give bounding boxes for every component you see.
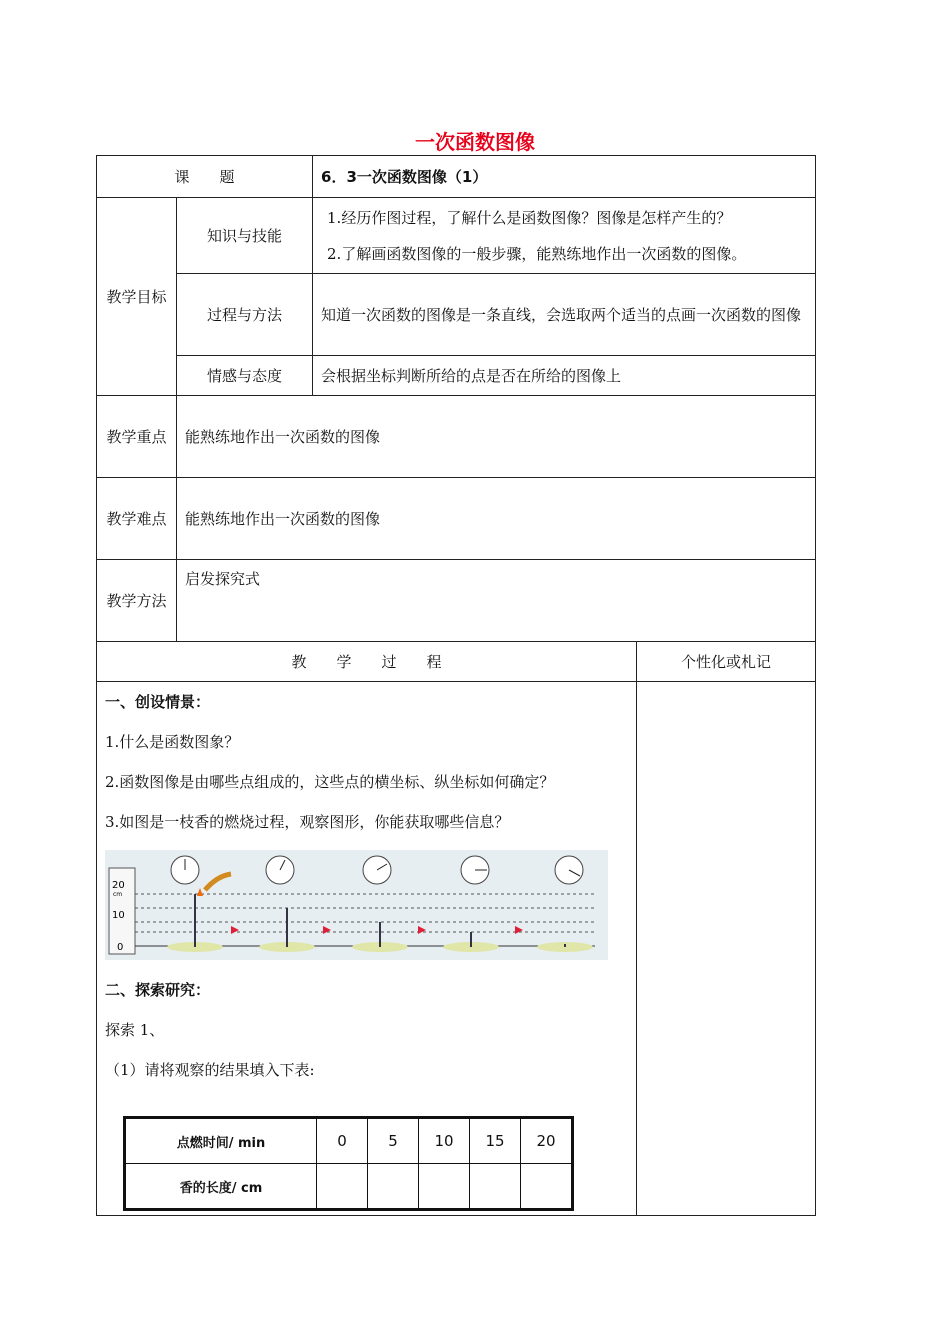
key-label: 教学重点 bbox=[97, 396, 177, 478]
clock-icon bbox=[363, 856, 391, 884]
difficulty-label: 教学难点 bbox=[97, 478, 177, 560]
difficulty-value: 能熟练地作出一次函数的图像 bbox=[177, 478, 816, 560]
page-title: 一次函数图像 bbox=[415, 130, 535, 154]
goal-attitude: 会根据坐标判断所给的点是否在所给的图像上 bbox=[313, 356, 816, 396]
clock-icon bbox=[171, 856, 199, 884]
method-label: 教学方法 bbox=[97, 560, 177, 642]
section-2-title: 二、探索研究： bbox=[105, 981, 211, 999]
goal-label-attitude: 情感与态度 bbox=[177, 356, 313, 396]
length-cell-input[interactable] bbox=[368, 1164, 419, 1210]
goal-label-knowledge: 知识与技能 bbox=[177, 198, 313, 274]
process-header: 教 学 过 程 bbox=[97, 642, 637, 682]
question-3: 3.如图是一枝香的燃烧过程，观察图形，你能获取哪些信息？ bbox=[105, 813, 510, 831]
scale-label-20: 20 bbox=[112, 880, 125, 891]
lesson-plan-table bbox=[96, 155, 816, 1216]
length-cell-input[interactable] bbox=[317, 1164, 368, 1210]
length-cell-input[interactable] bbox=[470, 1164, 521, 1210]
scale-label-0: 0 bbox=[117, 942, 124, 953]
incense-burning-figure bbox=[105, 850, 608, 960]
length-cell-input[interactable] bbox=[419, 1164, 470, 1210]
notes-column bbox=[637, 682, 816, 1216]
time-cell: 5 bbox=[368, 1118, 419, 1164]
explore-label: 探索 1、 bbox=[105, 1021, 165, 1039]
topic-label: 课 题 bbox=[97, 156, 313, 198]
time-cell: 20 bbox=[521, 1118, 573, 1164]
time-cell: 10 bbox=[419, 1118, 470, 1164]
key-value: 能熟练地作出一次函数的图像 bbox=[177, 396, 816, 478]
notes-header: 个性化或札记 bbox=[637, 642, 816, 682]
length-row-label: 香的长度/ cm bbox=[125, 1164, 317, 1210]
clock-icon bbox=[266, 856, 294, 884]
goal-label-process: 过程与方法 bbox=[177, 274, 313, 356]
time-row-label: 点燃时间/ min bbox=[125, 1118, 317, 1164]
method-value: 启发探究式 bbox=[177, 560, 816, 642]
question-2: 2.函数图像是由哪些点组成的，这些点的横坐标、纵坐标如何确定？ bbox=[105, 773, 555, 791]
goal-knowledge-line: 2.了解画函数图像的一般步骤，能熟练地作出一次函数的图像。 bbox=[327, 244, 747, 263]
goal-knowledge bbox=[313, 198, 816, 274]
process-content bbox=[97, 682, 637, 1216]
topic-value: 6．3一次函数图像（1） bbox=[313, 156, 816, 198]
observation-table bbox=[123, 1116, 574, 1211]
length-cell-input[interactable] bbox=[521, 1164, 573, 1210]
clock-icon bbox=[461, 856, 489, 884]
incense-illustration bbox=[105, 850, 608, 960]
goals-label: 教学目标 bbox=[97, 198, 177, 396]
scale-label-10: 10 bbox=[112, 910, 125, 921]
goal-knowledge-line: 1.经历作图过程，了解什么是函数图像？图像是怎样产生的？ bbox=[327, 208, 732, 227]
goal-process: 知道一次函数的图像是一条直线，会选取两个适当的点画一次函数的图像 bbox=[313, 274, 816, 356]
question-1: 1.什么是函数图象？ bbox=[105, 733, 240, 751]
time-cell: 0 bbox=[317, 1118, 368, 1164]
task-label: （1）请将观察的结果填入下表: bbox=[105, 1061, 315, 1079]
clock-icon bbox=[555, 856, 583, 884]
scale-label-cm: cm bbox=[113, 891, 123, 898]
time-cell: 15 bbox=[470, 1118, 521, 1164]
section-1-title: 一、创设情景： bbox=[105, 693, 211, 711]
